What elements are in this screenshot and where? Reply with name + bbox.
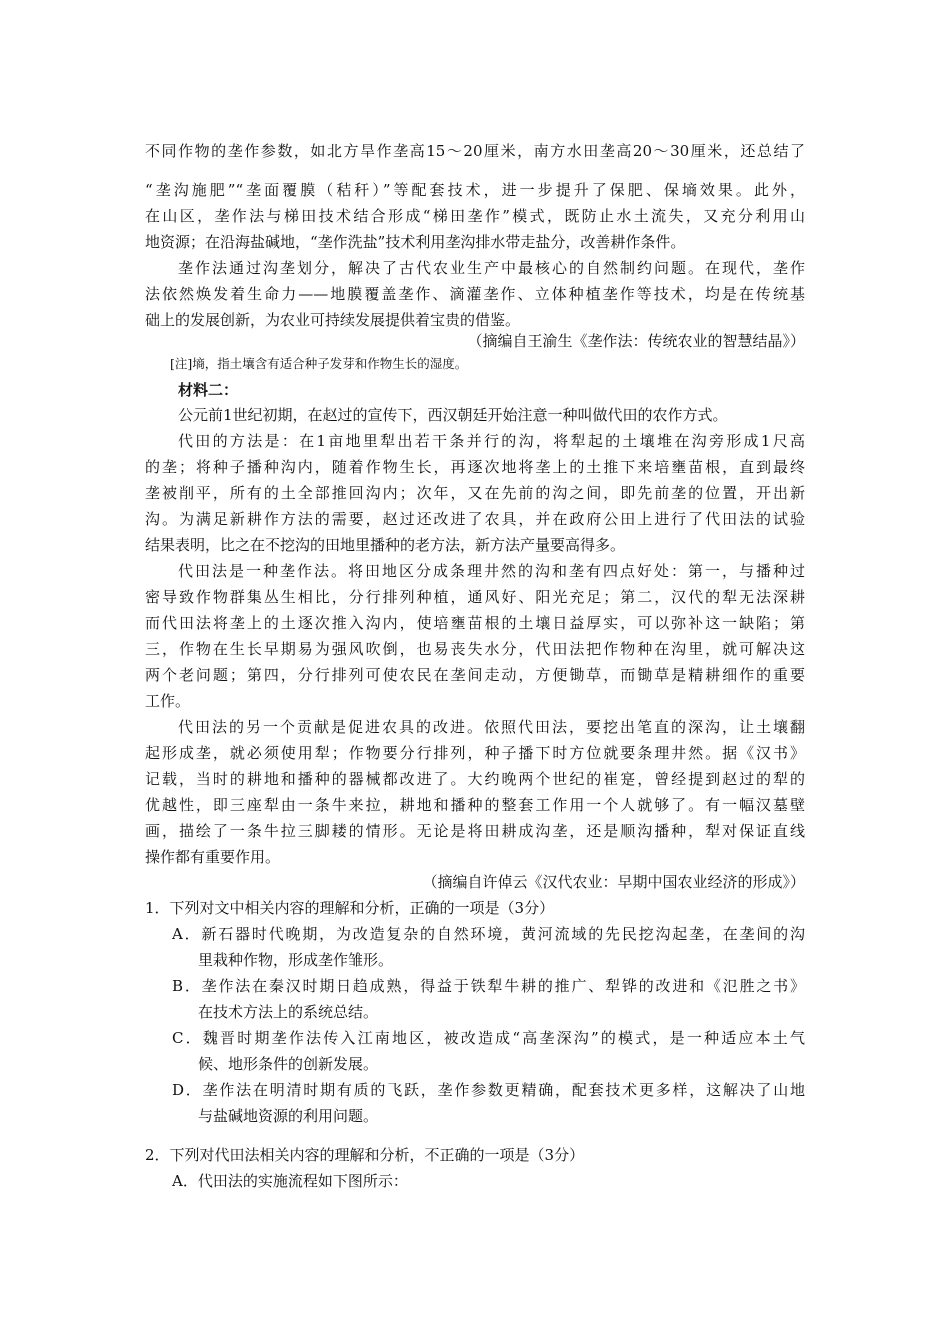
text-line: 而代田法将垄上的土逐次推入沟内，使培壅苗根的土壤日益厚实，可以弥补这一缺陷；第 bbox=[145, 614, 805, 632]
text-line: 画，描绘了一条牛拉三脚耧的情形。无论是将田耕成沟垄，还是顺沟播种，犁对保证直线 bbox=[145, 822, 805, 840]
text-line: 垄被削平，所有的土全部推回沟内；次年，又在先前的沟之间，即先前垄的位置，开出新 bbox=[145, 484, 805, 502]
text-line: 地资源；在沿海盐碱地，“垄作洗盐”技术利用垄沟排水带走盐分，改善耕作条件。 bbox=[145, 233, 686, 251]
option-d-cont: 与盐碱地资源的利用问题。 bbox=[198, 1107, 379, 1125]
text-line: 公元前1世纪初期，在赵过的宣传下，西汉朝廷开始注意一种叫做代田的农作方式。 bbox=[178, 406, 728, 424]
option-a: A．代田法的实施流程如下图所示： bbox=[172, 1172, 408, 1190]
text-line: 三，作物在生长早期易为强风吹倒，也易丧失水分，代田法把作物种在沟里，就可解决这 bbox=[145, 640, 805, 658]
text-line: 在山区，垄作法与梯田技术结合形成“梯田垄作”模式，既防止水土流失，又充分利用山 bbox=[145, 207, 805, 225]
text-line: 工作。 bbox=[145, 692, 191, 710]
option-a-cont: 里栽种作物，形成垄作雏形。 bbox=[198, 951, 394, 969]
section-heading: 材料二： bbox=[178, 381, 239, 399]
option-c: C．魏晋时期垄作法传入江南地区，被改造成“高垄深沟”的模式，是一种适应本土气 bbox=[172, 1029, 805, 1047]
option-a: A．新石器时代晚期，为改造复杂的自然环境，黄河流域的先民挖沟起垄，在垄间的沟 bbox=[172, 925, 805, 943]
text-line: 不同作物的垄作参数，如北方旱作垄高15～20厘米，南方水田垄高20～30厘米，还总结了 bbox=[145, 142, 805, 160]
text-line: 沟。为满足新耕作方法的需要，赵过还改进了农具，并在政府公田上进行了代田法的试验 bbox=[145, 510, 805, 528]
option-b-cont: 在技术方法上的系统总结。 bbox=[198, 1003, 379, 1021]
option-b: B．垄作法在秦汉时期日趋成熟，得益于铁犁牛耕的推广、犁铧的改进和《氾胜之书》 bbox=[172, 977, 805, 995]
text-line: 结果表明，比之在不挖沟的田地里播种的老方法，新方法产量要高得多。 bbox=[145, 536, 626, 554]
text-line: 操作都有重要作用。 bbox=[145, 848, 281, 866]
text-line: 记载，当时的耕地和播种的器械都改进了。大约晚两个世纪的崔寔，曾经提到赵过的犁的 bbox=[145, 770, 805, 788]
text-line: “垄沟施肥”“垄面覆膜（秸秆）”等配套技术，进一步提升了保肥、保墒效果。此外， bbox=[145, 181, 805, 199]
text-line: 代田的方法是：在1亩地里犁出若干条并行的沟，将犁起的土壤堆在沟旁形成1尺高 bbox=[178, 432, 805, 450]
text-line: 密导致作物群集丛生相比，分行排列种植，通风好、阳光充足；第二，汉代的犁无法深耕 bbox=[145, 588, 805, 606]
text-line: 代田法的另一个贡献是促进农具的改进。依照代田法，要挖出笔直的深沟，让土壤翻 bbox=[178, 718, 805, 736]
text-line: 的垄；将种子播种沟内，随着作物生长，再逐次地将垄上的土推下来培壅苗根，直到最终 bbox=[145, 458, 805, 476]
text-line: 起形成垄，就必须使用犁；作物要分行排列，种子播下时方位就要条理井然。据《汉书》 bbox=[145, 744, 805, 762]
question-stem: 2．下列对代田法相关内容的理解和分析，不正确的一项是（3分） bbox=[145, 1146, 585, 1164]
source-citation: （摘编自许倬云《汉代农业：早期中国农业经济的形成》） bbox=[422, 873, 805, 891]
footnote: [注]墒，指土壤含有适合种子发芽和作物生长的湿度。 bbox=[170, 356, 468, 371]
text-line: 础上的发展创新，为农业可持续发展提供着宝贵的借鉴。 bbox=[145, 311, 521, 329]
text-line: 法依然焕发着生命力——地膜覆盖垄作、滴灌垄作、立体种植垄作等技术，均是在传统基 bbox=[145, 285, 805, 303]
question-stem: 1．下列对文中相关内容的理解和分析，正确的一项是（3分） bbox=[145, 899, 555, 917]
text-line: 优越性，即三座犁由一条牛来拉，耕地和播种的整套工作用一个人就够了。有一幅汉墓壁 bbox=[145, 796, 805, 814]
source-citation: （摘编自王渝生《垄作法：传统农业的智慧结晶》） bbox=[467, 332, 805, 350]
text-line: 代田法是一种垄作法。将田地区分成条理井然的沟和垄有四点好处：第一，与播种过 bbox=[178, 562, 805, 580]
text-line: 两个老问题；第四，分行排列可使农民在垄间走动，方便锄草，而锄草是精耕细作的重要 bbox=[145, 666, 805, 684]
text-line: 垄作法通过沟垄划分，解决了古代农业生产中最核心的自然制约问题。在现代，垄作 bbox=[178, 259, 805, 277]
option-d: D．垄作法在明清时期有质的飞跃，垄作参数更精确，配套技术更多样，这解决了山地 bbox=[172, 1081, 805, 1099]
option-c-cont: 候、地形条件的创新发展。 bbox=[198, 1055, 379, 1073]
